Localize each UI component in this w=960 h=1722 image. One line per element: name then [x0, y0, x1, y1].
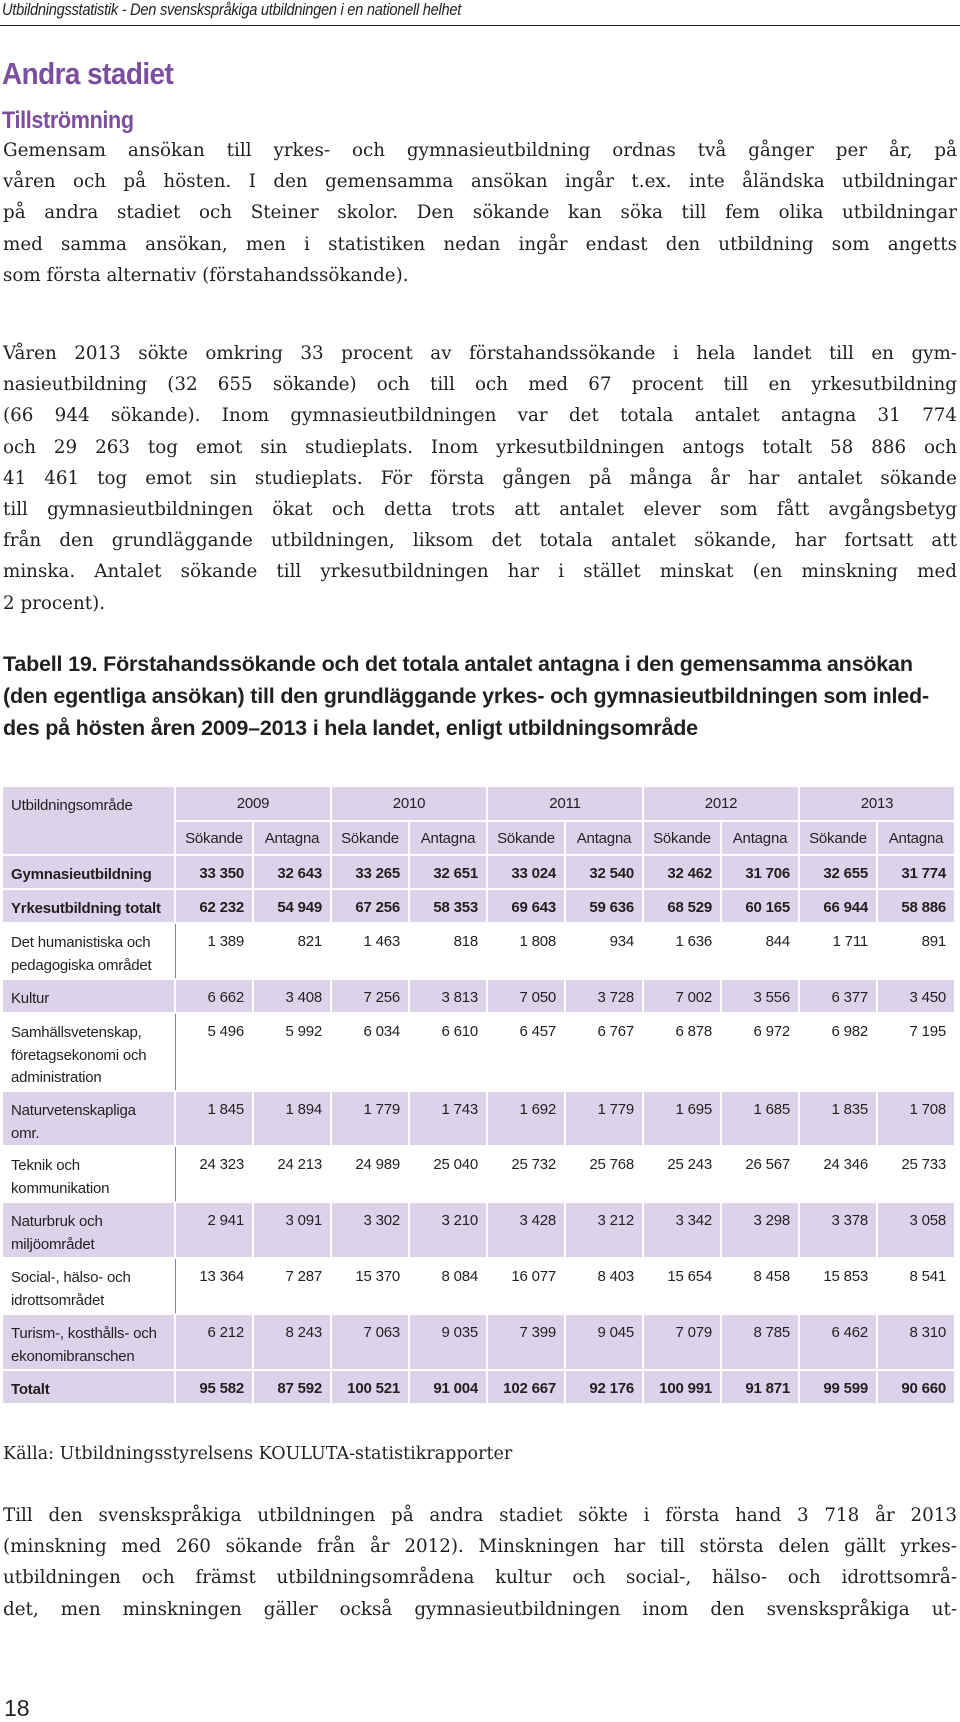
- value-cell: 1 835: [799, 1091, 877, 1146]
- year-header: 2009: [175, 787, 331, 821]
- value-cell: 32 643: [253, 855, 331, 889]
- category-label-line: Gymnasieutbildning: [11, 866, 152, 883]
- value-cell: 3 298: [721, 1202, 799, 1258]
- category-label-line: Samhällsvetenskap,: [11, 1024, 142, 1041]
- value-cell: 6 982: [799, 1013, 877, 1091]
- sokande-header: Sökande: [331, 821, 409, 855]
- value-cell: 33 024: [487, 855, 565, 889]
- category-cell: [3, 855, 175, 889]
- category-cell: [3, 1370, 175, 1404]
- category-label-line: Det humanistiska och: [11, 934, 151, 951]
- antagna-header: Antagna: [409, 821, 487, 855]
- value-cell: 8 403: [565, 1258, 643, 1314]
- section-heading: Andra stadiet: [2, 56, 174, 91]
- value-cell: 3 408: [253, 979, 331, 1013]
- value-cell: 31 706: [721, 855, 799, 889]
- text-line: nasieutbildning (32 655 sökande) och till och med 67 procent till en yrkesutbildning: [3, 374, 957, 396]
- intro-paragraph: [3, 135, 957, 291]
- caption-line: (den egentliga ansökan) till den grundläggande yrkes- och gymnasieutbildningen som inled-: [3, 684, 929, 708]
- value-cell: 58 886: [877, 889, 955, 923]
- value-cell: 818: [409, 923, 487, 979]
- table-body: [3, 787, 955, 1404]
- value-cell: 24 213: [253, 1146, 331, 1202]
- value-cell: 5 992: [253, 1013, 331, 1091]
- value-cell: 1 711: [799, 923, 877, 979]
- value-cell: 1 808: [487, 923, 565, 979]
- value-cell: 7 195: [877, 1013, 955, 1091]
- value-cell: 67 256: [331, 889, 409, 923]
- year-header: 2011: [487, 787, 643, 821]
- value-cell: 5 496: [175, 1013, 253, 1091]
- category-cell: [3, 889, 175, 923]
- value-cell: 3 378: [799, 1202, 877, 1258]
- value-cell: 60 165: [721, 889, 799, 923]
- value-cell: 1 695: [643, 1091, 721, 1146]
- value-cell: 32 651: [409, 855, 487, 889]
- category-label-line: Teknik och: [11, 1157, 80, 1174]
- category-label-line: ekonomibranschen: [11, 1347, 135, 1365]
- text-line: med samma ansökan, men i statistiken nedan ingår endast den utbildning som angetts: [3, 233, 957, 255]
- value-cell: 8 458: [721, 1258, 799, 1314]
- text-line: minska. Antalet sökande till yrkesutbildningen har i stället minskat (en minskning med: [3, 561, 957, 583]
- value-cell: 1 389: [175, 923, 253, 979]
- category-label-line: administration: [11, 1069, 102, 1086]
- value-cell: 9 045: [565, 1314, 643, 1370]
- value-cell: 31 774: [877, 855, 955, 889]
- value-cell: 8 785: [721, 1314, 799, 1370]
- value-cell: 13 364: [175, 1258, 253, 1314]
- page-number: 18: [4, 1695, 30, 1721]
- value-cell: 891: [877, 923, 955, 979]
- value-cell: 58 353: [409, 889, 487, 923]
- value-cell: 33 350: [175, 855, 253, 889]
- category-label-line: miljöområdet: [11, 1235, 95, 1253]
- value-cell: 90 660: [877, 1370, 955, 1404]
- value-cell: 91 004: [409, 1370, 487, 1404]
- table-row: [3, 923, 955, 979]
- value-cell: 1 636: [643, 923, 721, 979]
- antagna-header: Antagna: [877, 821, 955, 855]
- value-cell: 15 370: [331, 1258, 409, 1314]
- value-cell: 66 944: [799, 889, 877, 923]
- value-cell: 6 662: [175, 979, 253, 1013]
- value-cell: 1 743: [409, 1091, 487, 1146]
- table-header-row: [3, 787, 955, 821]
- value-cell: 3 342: [643, 1202, 721, 1258]
- value-cell: 99 599: [799, 1370, 877, 1404]
- value-cell: 3 058: [877, 1202, 955, 1258]
- category-label-line: Social-, hälso- och: [11, 1269, 131, 1286]
- value-cell: 3 210: [409, 1202, 487, 1258]
- value-cell: 6 377: [799, 979, 877, 1013]
- value-cell: 25 732: [487, 1146, 565, 1202]
- category-label-line: Naturvetenskapliga omr.: [11, 1102, 136, 1142]
- value-cell: 54 949: [253, 889, 331, 923]
- value-cell: 26 567: [721, 1146, 799, 1202]
- table-row: [3, 1091, 955, 1146]
- value-cell: 1 779: [331, 1091, 409, 1146]
- value-cell: 25 243: [643, 1146, 721, 1202]
- running-header: [0, 0, 960, 26]
- year-header: 2013: [799, 787, 955, 821]
- value-cell: 7 399: [487, 1314, 565, 1370]
- value-cell: 7 287: [253, 1258, 331, 1314]
- value-cell: 6 457: [487, 1013, 565, 1091]
- value-cell: 33 265: [331, 855, 409, 889]
- value-cell: 1 845: [175, 1091, 253, 1146]
- category-cell: [3, 1091, 175, 1146]
- value-cell: 15 853: [799, 1258, 877, 1314]
- category-cell: [3, 979, 175, 1013]
- value-cell: 3 813: [409, 979, 487, 1013]
- text-line: 2 procent).: [3, 592, 106, 614]
- category-label-line: företagsekonomi och: [11, 1046, 147, 1064]
- category-cell: [3, 923, 175, 979]
- text-line: på andra stadiet och Steiner skolor. Den sökande kan söka till fem olika utbildningar: [3, 202, 957, 224]
- corner-header: Utbildningsområde: [3, 787, 175, 855]
- table-row: [3, 1013, 955, 1091]
- value-cell: 8 310: [877, 1314, 955, 1370]
- category-label-line: Kultur: [11, 990, 49, 1007]
- value-cell: 59 636: [565, 889, 643, 923]
- spring-2013-paragraph: [3, 338, 957, 619]
- value-cell: 8 084: [409, 1258, 487, 1314]
- value-cell: 25 733: [877, 1146, 955, 1202]
- value-cell: 24 323: [175, 1146, 253, 1202]
- text-line: Gemensam ansökan till yrkes- och gymnasieutbildning ordnas två gånger per år, på: [3, 140, 957, 161]
- value-cell: 69 643: [487, 889, 565, 923]
- value-cell: 6 212: [175, 1314, 253, 1370]
- value-cell: 6 972: [721, 1013, 799, 1091]
- value-cell: 87 592: [253, 1370, 331, 1404]
- table-source: Källa: Utbildningsstyrelsens KOULUTA-statistikrapporter: [3, 1444, 513, 1464]
- table-row: [3, 1146, 955, 1202]
- text-line: och 29 263 tog emot sin studieplats. Inom yrkesutbildningen antogs totalt 58 886 och: [3, 436, 957, 458]
- category-cell: [3, 1258, 175, 1314]
- sokande-header: Sökande: [175, 821, 253, 855]
- text-line: (minskning med 260 sökande från år 2012). Minskningen har till största delen gällt yrkes-: [3, 1536, 957, 1558]
- value-cell: 32 655: [799, 855, 877, 889]
- text-line: (66 944 sökande). Inom gymnasieutbildningen var det totala antalet antagna 31 774: [3, 405, 957, 427]
- category-label-line: Totalt: [11, 1381, 50, 1398]
- value-cell: 8 243: [253, 1314, 331, 1370]
- value-cell: 95 582: [175, 1370, 253, 1404]
- category-label-line: Naturbruk och: [11, 1213, 103, 1230]
- value-cell: 934: [565, 923, 643, 979]
- text-line: våren och på hösten. I den gemensamma ansökan ingår t.ex. inte åländska utbildningar: [3, 171, 957, 193]
- year-header: 2010: [331, 787, 487, 821]
- sokande-header: Sökande: [799, 821, 877, 855]
- value-cell: 3 212: [565, 1202, 643, 1258]
- value-cell: 15 654: [643, 1258, 721, 1314]
- value-cell: 102 667: [487, 1370, 565, 1404]
- category-cell: [3, 1314, 175, 1370]
- value-cell: 3 302: [331, 1202, 409, 1258]
- statistics-table: [3, 787, 956, 1405]
- value-cell: 100 991: [643, 1370, 721, 1404]
- caption-line: Tabell 19. Förstahandssökande och det totala antalet antagna i den gemensamma ansökan: [3, 652, 913, 676]
- value-cell: 7 002: [643, 979, 721, 1013]
- table-row: [3, 1314, 955, 1370]
- value-cell: 68 529: [643, 889, 721, 923]
- value-cell: 7 050: [487, 979, 565, 1013]
- table-row: [3, 979, 955, 1013]
- year-header: 2012: [643, 787, 799, 821]
- value-cell: 32 540: [565, 855, 643, 889]
- value-cell: 6 610: [409, 1013, 487, 1091]
- category-label-line: Turism-, kosthålls- och: [11, 1325, 157, 1342]
- value-cell: 3 728: [565, 979, 643, 1013]
- value-cell: 2 941: [175, 1202, 253, 1258]
- value-cell: 3 091: [253, 1202, 331, 1258]
- category-label-line: Yrkesutbildning totalt: [11, 900, 161, 917]
- text-line: 41 461 tog emot sin studieplats. För första gången på många år har antalet sökande: [3, 467, 957, 489]
- value-cell: 25 040: [409, 1146, 487, 1202]
- value-cell: 821: [253, 923, 331, 979]
- antagna-header: Antagna: [565, 821, 643, 855]
- value-cell: 7 256: [331, 979, 409, 1013]
- category-cell: [3, 1202, 175, 1258]
- text-line: som första alternativ (förstahandssökande).: [3, 264, 409, 286]
- category-label-line: kommunikation: [11, 1179, 110, 1197]
- text-line: till gymnasieutbildningen ökat och detta trots att antalet elever som fått avgångsbetyg: [3, 499, 957, 521]
- table-caption: [3, 648, 957, 744]
- caption-line: des på hösten åren 2009–2013 i hela landet, enligt utbildningsområde: [3, 716, 698, 740]
- value-cell: 24 346: [799, 1146, 877, 1202]
- value-cell: 8 541: [877, 1258, 955, 1314]
- table-row: [3, 889, 955, 923]
- value-cell: 3 450: [877, 979, 955, 1013]
- value-cell: 16 077: [487, 1258, 565, 1314]
- value-cell: 1 685: [721, 1091, 799, 1146]
- value-cell: 6 767: [565, 1013, 643, 1091]
- value-cell: 1 779: [565, 1091, 643, 1146]
- category-label-line: pedagogiska området: [11, 956, 152, 974]
- value-cell: 32 462: [643, 855, 721, 889]
- value-cell: 1 463: [331, 923, 409, 979]
- value-cell: 91 871: [721, 1370, 799, 1404]
- swedish-language-paragraph: [3, 1500, 957, 1625]
- value-cell: 9 035: [409, 1314, 487, 1370]
- value-cell: 1 692: [487, 1091, 565, 1146]
- value-cell: 25 768: [565, 1146, 643, 1202]
- text-line: från den grundläggande utbildningen, liksom det totala antalet sökande, har fortsatt att: [3, 530, 957, 552]
- value-cell: 100 521: [331, 1370, 409, 1404]
- text-line: Våren 2013 sökte omkring 33 procent av förstahandssökande i hela landet till en gym-: [3, 343, 957, 364]
- value-cell: 3 428: [487, 1202, 565, 1258]
- table-row: [3, 855, 955, 889]
- value-cell: 7 079: [643, 1314, 721, 1370]
- section-subheading: Tillströmning: [2, 107, 134, 134]
- table-row: [3, 1202, 955, 1258]
- table-row: [3, 1370, 955, 1404]
- antagna-header: Antagna: [253, 821, 331, 855]
- value-cell: 92 176: [565, 1370, 643, 1404]
- value-cell: 7 063: [331, 1314, 409, 1370]
- category-cell: [3, 1146, 175, 1202]
- text-line: utbildningen och främst utbildningsområdena kultur och social-, hälso- och idrottsområ-: [3, 1567, 957, 1589]
- antagna-header: Antagna: [721, 821, 799, 855]
- running-header-text: Utbildningsstatistik - Den svenskspråkiga utbildningen i en nationell helhet: [2, 0, 462, 19]
- value-cell: 6 034: [331, 1013, 409, 1091]
- category-label-line: idrottsområdet: [11, 1291, 105, 1309]
- value-cell: 62 232: [175, 889, 253, 923]
- table-row: [3, 1258, 955, 1314]
- value-cell: 3 556: [721, 979, 799, 1013]
- value-cell: 1 708: [877, 1091, 955, 1146]
- category-cell: [3, 1013, 175, 1091]
- value-cell: 1 894: [253, 1091, 331, 1146]
- sokande-header: Sökande: [487, 821, 565, 855]
- value-cell: 6 878: [643, 1013, 721, 1091]
- value-cell: 844: [721, 923, 799, 979]
- text-line: Till den svenskspråkiga utbildningen på andra stadiet sökte i första hand 3 718 år 2013: [3, 1505, 957, 1526]
- value-cell: 24 989: [331, 1146, 409, 1202]
- value-cell: 6 462: [799, 1314, 877, 1370]
- sokande-header: Sökande: [643, 821, 721, 855]
- text-line: det, men minskningen gäller också gymnasieutbildningen inom den svenskspråkiga ut-: [3, 1598, 957, 1620]
